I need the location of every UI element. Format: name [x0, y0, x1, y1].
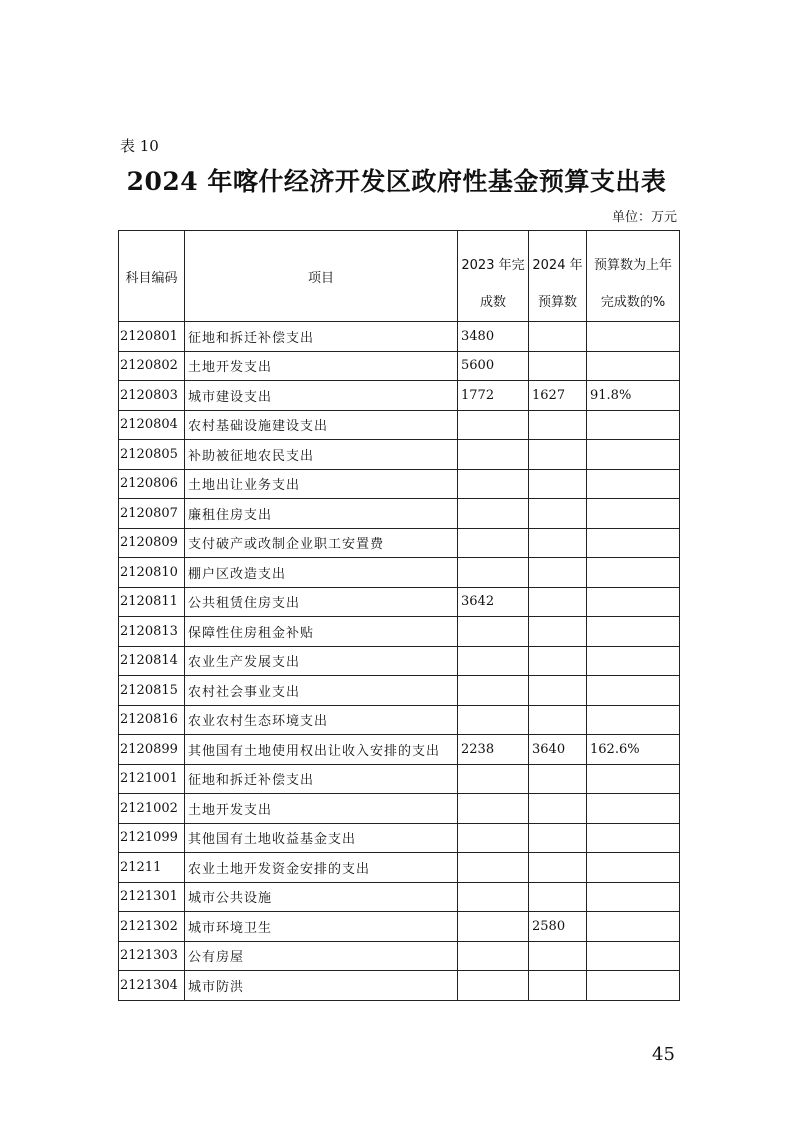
item-cell: 其他国有土地收益基金支出: [185, 823, 458, 853]
ratio-cell: [587, 558, 680, 588]
table-row: [119, 440, 680, 470]
ratio-cell: [587, 912, 680, 942]
table-row: [119, 882, 680, 912]
completed-2023-cell: [458, 882, 529, 912]
table-row: [119, 705, 680, 735]
ratio-cell: [587, 617, 680, 647]
code-cell: 2120801: [119, 322, 185, 352]
code-cell: 2121301: [119, 882, 185, 912]
item-cell: 公共租赁住房支出: [185, 587, 458, 617]
completed-2023-cell: [458, 823, 529, 853]
ratio-cell: [587, 705, 680, 735]
budget-2024-cell: [529, 440, 587, 470]
budget-2024-cell: [529, 882, 587, 912]
code-cell: 2120802: [119, 351, 185, 381]
table-row: [119, 469, 680, 499]
code-cell: 2121302: [119, 912, 185, 942]
budget-2024-cell: 3640: [529, 735, 587, 765]
budget-2024-cell: [529, 705, 587, 735]
budget-2024-cell: [529, 853, 587, 883]
item-cell: 城市环境卫生: [185, 912, 458, 942]
budget-2024-cell: 1627: [529, 381, 587, 411]
item-cell: 农业生产发展支出: [185, 646, 458, 676]
table-row: [119, 823, 680, 853]
completed-2023-cell: [458, 528, 529, 558]
completed-2023-cell: [458, 558, 529, 588]
budget-2024-cell: [529, 823, 587, 853]
ratio-cell: 162.6%: [587, 735, 680, 765]
budget-2024-cell: [529, 676, 587, 706]
table-row: [119, 794, 680, 824]
completed-2023-cell: [458, 941, 529, 971]
table-row: [119, 764, 680, 794]
budget-table: [118, 230, 680, 1001]
item-cell: 土地开发支出: [185, 794, 458, 824]
completed-2023-cell: [458, 971, 529, 1001]
ratio-cell: [587, 853, 680, 883]
budget-2024-cell: [529, 587, 587, 617]
table-row: [119, 617, 680, 647]
ratio-cell: [587, 646, 680, 676]
item-cell: 补助被征地农民支出: [185, 440, 458, 470]
ratio-cell: [587, 794, 680, 824]
budget-2024-cell: [529, 617, 587, 647]
completed-2023-cell: 1772: [458, 381, 529, 411]
code-cell: 2120816: [119, 705, 185, 735]
ratio-cell: [587, 440, 680, 470]
page-title: 2024 年喀什经济开发区政府性基金预算支出表: [126, 167, 667, 196]
header-code: 科目编码: [119, 231, 185, 322]
header-completed-2023-line2: 成数: [458, 279, 529, 322]
table-row: [119, 676, 680, 706]
ratio-cell: [587, 528, 680, 558]
code-cell: 21211: [119, 853, 185, 883]
ratio-cell: [587, 469, 680, 499]
code-cell: 2120814: [119, 646, 185, 676]
code-cell: 2121099: [119, 823, 185, 853]
completed-2023-cell: [458, 646, 529, 676]
item-cell: 城市公共设施: [185, 882, 458, 912]
completed-2023-cell: [458, 912, 529, 942]
ratio-cell: [587, 676, 680, 706]
item-cell: 支付破产或改制企业职工安置费: [185, 528, 458, 558]
completed-2023-cell: [458, 499, 529, 529]
header-budget-2024-line2: 预算数: [529, 279, 587, 322]
ratio-cell: [587, 351, 680, 381]
code-cell: 2120803: [119, 381, 185, 411]
budget-2024-cell: [529, 941, 587, 971]
item-cell: 征地和拆迁补偿支出: [185, 764, 458, 794]
completed-2023-cell: 5600: [458, 351, 529, 381]
ratio-cell: [587, 764, 680, 794]
code-cell: 2120809: [119, 528, 185, 558]
table-row: [119, 528, 680, 558]
table-row: [119, 381, 680, 411]
table-row: [119, 646, 680, 676]
item-cell: 征地和拆迁补偿支出: [185, 322, 458, 352]
ratio-cell: [587, 499, 680, 529]
completed-2023-cell: 3480: [458, 322, 529, 352]
completed-2023-cell: [458, 440, 529, 470]
code-cell: 2120813: [119, 617, 185, 647]
completed-2023-cell: 3642: [458, 587, 529, 617]
header-ratio-line2: 完成数的%: [587, 279, 680, 322]
completed-2023-cell: [458, 764, 529, 794]
ratio-cell: [587, 410, 680, 440]
budget-2024-cell: [529, 764, 587, 794]
ratio-cell: 91.8%: [587, 381, 680, 411]
code-cell: 2121303: [119, 941, 185, 971]
table-row: [119, 587, 680, 617]
table-header: [119, 231, 680, 322]
completed-2023-cell: [458, 853, 529, 883]
budget-2024-cell: [529, 351, 587, 381]
ratio-cell: [587, 587, 680, 617]
code-cell: 2120805: [119, 440, 185, 470]
table-row: [119, 410, 680, 440]
budget-2024-cell: [529, 558, 587, 588]
item-cell: 棚户区改造支出: [185, 558, 458, 588]
code-cell: 2120810: [119, 558, 185, 588]
budget-2024-cell: [529, 322, 587, 352]
item-cell: 保障性住房租金补贴: [185, 617, 458, 647]
code-cell: 2121002: [119, 794, 185, 824]
completed-2023-cell: [458, 705, 529, 735]
table-row: [119, 558, 680, 588]
budget-2024-cell: [529, 794, 587, 824]
budget-2024-cell: [529, 499, 587, 529]
completed-2023-cell: [458, 469, 529, 499]
budget-2024-cell: 2580: [529, 912, 587, 942]
budget-2024-cell: [529, 469, 587, 499]
item-cell: 农村基础设施建设支出: [185, 410, 458, 440]
code-cell: 2120815: [119, 676, 185, 706]
item-cell: 农村社会事业支出: [185, 676, 458, 706]
completed-2023-cell: [458, 676, 529, 706]
table-row: [119, 351, 680, 381]
code-cell: 2120804: [119, 410, 185, 440]
ratio-cell: [587, 971, 680, 1001]
table-row: [119, 322, 680, 352]
header-item: 项目: [185, 231, 458, 322]
item-cell: 城市建设支出: [185, 381, 458, 411]
table-row: [119, 912, 680, 942]
header-ratio-line1: 预算数为上年: [587, 231, 680, 280]
table-row: [119, 499, 680, 529]
ratio-cell: [587, 823, 680, 853]
page-number: 45: [652, 1044, 675, 1065]
completed-2023-cell: [458, 617, 529, 647]
budget-2024-cell: [529, 410, 587, 440]
item-cell: 土地出让业务支出: [185, 469, 458, 499]
header-completed-2023-line1: 2023 年完: [458, 231, 529, 280]
code-cell: 2120807: [119, 499, 185, 529]
budget-2024-cell: [529, 528, 587, 558]
table-row: [119, 853, 680, 883]
completed-2023-cell: [458, 410, 529, 440]
ratio-cell: [587, 322, 680, 352]
completed-2023-cell: [458, 794, 529, 824]
item-cell: 廉租住房支出: [185, 499, 458, 529]
table-row: [119, 971, 680, 1001]
table-row: [119, 941, 680, 971]
item-cell: 农业农村生态环境支出: [185, 705, 458, 735]
header-budget-2024-line1: 2024 年: [529, 231, 587, 280]
code-cell: 2120806: [119, 469, 185, 499]
code-cell: 2121304: [119, 971, 185, 1001]
code-cell: 2121001: [119, 764, 185, 794]
table-body: [119, 322, 680, 1001]
ratio-cell: [587, 882, 680, 912]
code-cell: 2120899: [119, 735, 185, 765]
item-cell: 公有房屋: [185, 941, 458, 971]
table-label: 表 10: [120, 137, 159, 155]
table-row: [119, 735, 680, 765]
budget-2024-cell: [529, 646, 587, 676]
item-cell: 城市防洪: [185, 971, 458, 1001]
item-cell: 其他国有土地使用权出让收入安排的支出: [185, 735, 458, 765]
item-cell: 农业土地开发资金安排的支出: [185, 853, 458, 883]
unit-label: 单位：万元: [611, 210, 677, 225]
code-cell: 2120811: [119, 587, 185, 617]
budget-2024-cell: [529, 971, 587, 1001]
item-cell: 土地开发支出: [185, 351, 458, 381]
completed-2023-cell: 2238: [458, 735, 529, 765]
ratio-cell: [587, 941, 680, 971]
